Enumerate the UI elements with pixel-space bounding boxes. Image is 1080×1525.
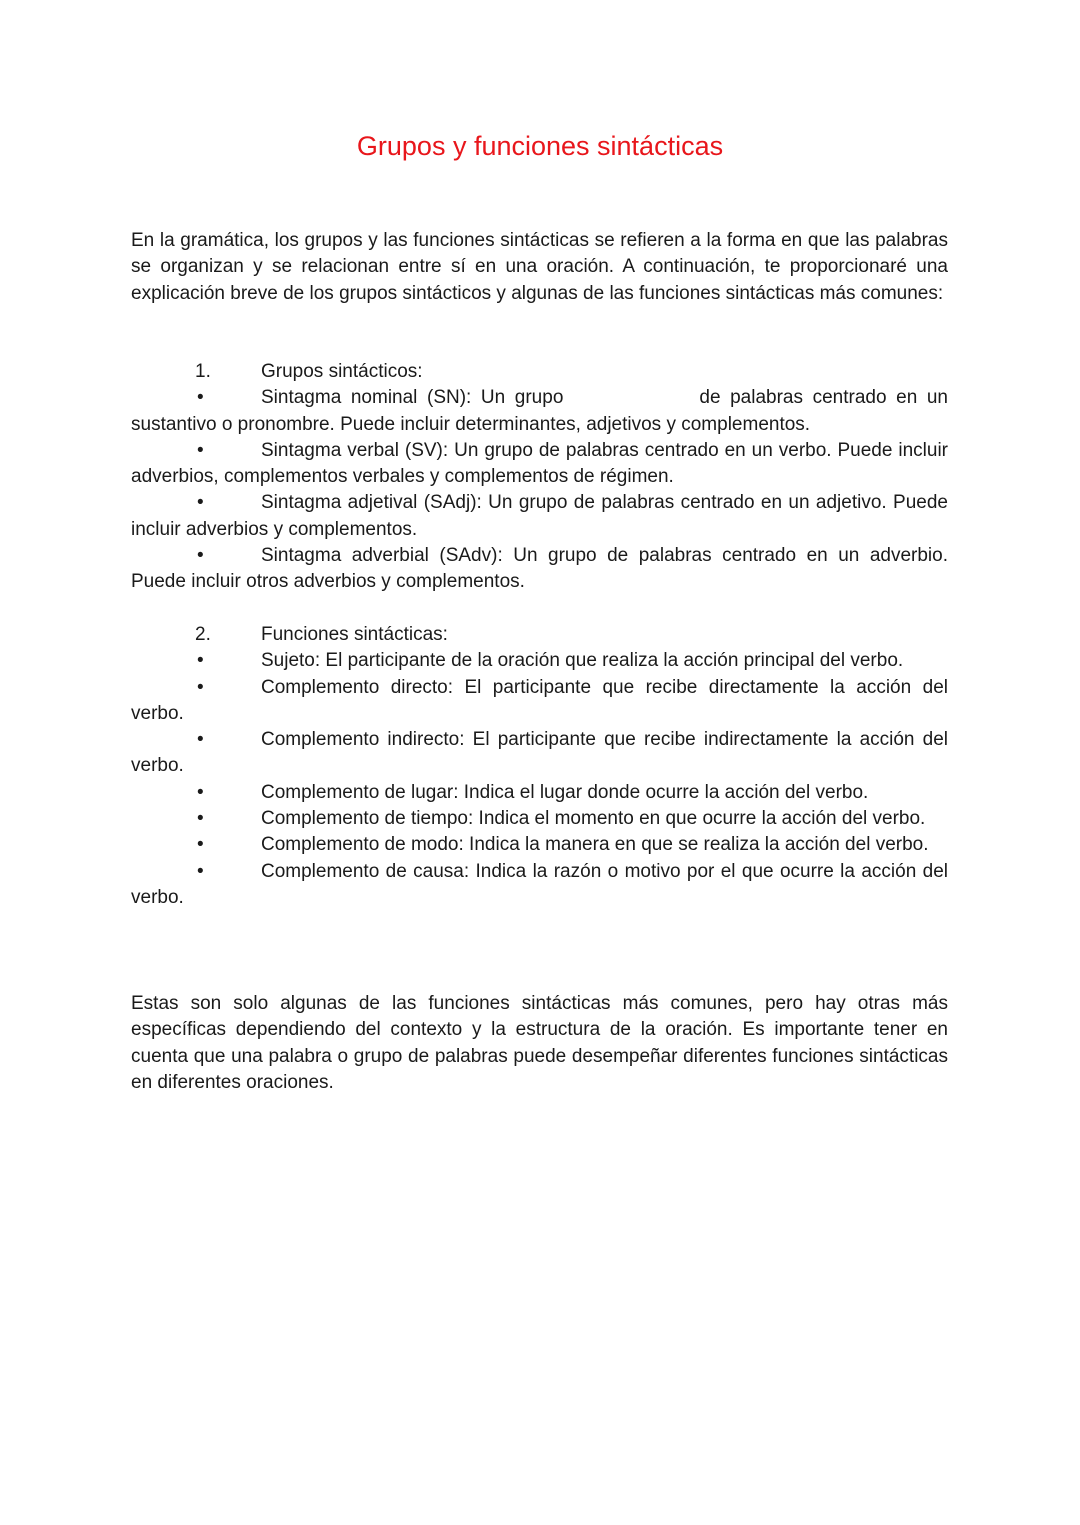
list-item bbox=[131, 648, 948, 674]
section-heading-text: Grupos sintácticos: bbox=[261, 361, 423, 382]
section-heading bbox=[131, 359, 948, 385]
bullet-icon: • bbox=[197, 781, 204, 803]
bullet-icon: • bbox=[197, 834, 204, 856]
list-item-text: Complemento de causa: Indica la razón o motivo por el que ocurre la acción del verbo. bbox=[131, 860, 948, 908]
list-item-text: Sujeto: El participante de la oración que realiza la acción principal del verbo. bbox=[261, 650, 904, 672]
intro-paragraph: En la gramática, los grupos y las funciones sintácticas se refieren a la forma en que las palabras se organizan y se relacionan entre sí en una oración. A continuación, te proporcionaré una explicación breve de los grupos sintácticos y algunas de las funciones sintácticas más comunes: bbox=[131, 230, 948, 304]
list-item bbox=[131, 806, 948, 832]
list-item bbox=[131, 859, 948, 912]
list-item bbox=[131, 832, 948, 858]
list-item-text: Complemento directo: El participante que recibe directamente la acción del verbo. bbox=[131, 676, 948, 724]
section-heading bbox=[131, 622, 948, 648]
list-item bbox=[131, 727, 948, 780]
bullet-icon: • bbox=[197, 729, 204, 751]
bullet-icon: • bbox=[197, 439, 204, 461]
list-item bbox=[131, 490, 948, 543]
list-item bbox=[131, 543, 948, 596]
bullet-icon: • bbox=[197, 545, 204, 567]
list-item-text: Complemento de modo: Indica la manera en que se realiza la acción del verbo. bbox=[261, 834, 929, 856]
bullet-icon: • bbox=[197, 650, 204, 672]
page-title: Grupos y funciones sintácticas bbox=[356, 131, 724, 161]
section-grupos-sintacticos bbox=[131, 359, 948, 596]
list-item-text: Complemento de lugar: Indica el lugar donde ocurre la acción del verbo. bbox=[261, 781, 869, 803]
bullet-icon: • bbox=[197, 676, 204, 698]
list-item bbox=[131, 385, 948, 438]
bullet-icon: • bbox=[197, 387, 204, 409]
list-item-text: Sintagma verbal (SV): Un grupo de palabras centrado en un verbo. Puede incluir adverbios, complementos verbales y complementos de régimen. bbox=[131, 439, 948, 488]
closing-paragraph: Estas son solo algunas de las funciones sintácticas más comunes, pero hay otras más específicas dependiendo del contexto y la estructura de la oración. Es importante tener en cuenta que una palabra o grupo de palabras puede desempeñar diferentes funciones sintácticas en diferentes oraciones. bbox=[131, 993, 948, 1093]
bullet-icon: • bbox=[197, 808, 204, 830]
list-item bbox=[131, 780, 948, 806]
list-number: 2. bbox=[195, 624, 211, 645]
list-item-text-start: Sintagma nominal (SN): Un grupo bbox=[261, 387, 564, 409]
list-item-text: Sintagma adverbial (SAdv): Un grupo de palabras centrado en un adverbio. Puede incluir otros adverbios y complementos. bbox=[131, 545, 948, 593]
list-item bbox=[131, 675, 948, 728]
list-item-text-end: de palabras centrado en un sustantivo o pronombre. Puede incluir determinantes, adjetivos y complementos. bbox=[131, 387, 948, 435]
list-item bbox=[131, 438, 948, 491]
bullet-icon: • bbox=[197, 492, 204, 514]
list-number: 1. bbox=[195, 361, 211, 382]
bullet-icon: • bbox=[197, 860, 204, 882]
list-item-text: Complemento de tiempo: Indica el momento en que ocurre la acción del verbo. bbox=[261, 808, 926, 830]
list-item-text: Sintagma adjetival (SAdj): Un grupo de palabras centrado en un adjetivo. Puede incluir adverbios y complementos. bbox=[131, 492, 948, 540]
list-item-text: Complemento indirecto: El participante que recibe indirectamente la acción del verbo. bbox=[131, 729, 948, 777]
section-funciones-sintacticas bbox=[131, 622, 948, 911]
section-heading-text: Funciones sintácticas: bbox=[261, 624, 448, 645]
